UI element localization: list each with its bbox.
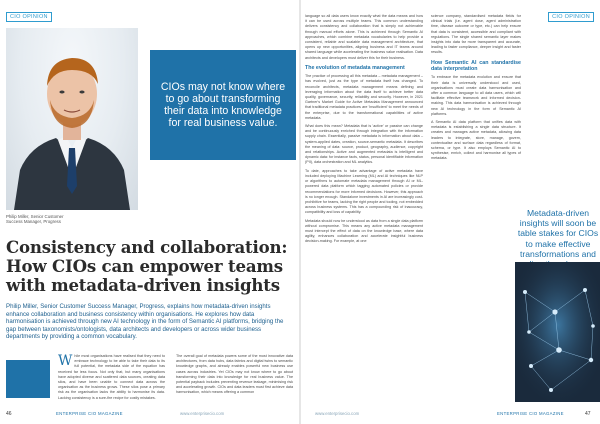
right-column-2-para-2: To embrace the metadata evolution and ensure that their data is universally understood and used, organisations must create data harmonisation and offer a common language to all data users, which will facilitate effective teamwork and informed decision-making. This data harmonisation is achieved through new AI technology in the form of Semantic AI platforms. <box>431 75 521 116</box>
right-column-1-para-5: Metadata should now be understood as data from a single data platform without compromise. This means any active metadata management must intercept the effect of data on the knowledge base, where data agility, enhances collaboration and accelerate insightful business decision-making. For example, at one <box>305 218 423 244</box>
pull-quote-box <box>150 50 296 160</box>
author-portrait <box>6 28 138 210</box>
network-graphic <box>515 262 600 402</box>
publication-name-right: ENTERPRISE CIO MAGAZINE <box>497 411 564 416</box>
portrait-caption: Philip Miller, Senior Customer Success Manager, Progress <box>6 214 64 225</box>
footer-right <box>301 409 600 419</box>
page-number-left: 46 <box>6 411 12 417</box>
right-column-2-para-3: A Semantic AI data platform that unifies data with metadata is establishing a single data structure. It creates and manages active metadata, allowing data leaders to integrate, store, manage, govern, contextualise and surface data regardless of format, schema, or type. It also employs Semantic AI to synthesise, enrich, collect and harmonise all types of metadata. <box>431 120 521 161</box>
network-illustration <box>515 262 600 402</box>
drop-cap: W <box>58 353 73 369</box>
footer-left <box>0 409 299 419</box>
right-column-2-para-1: science company, standardised metadata fields for clinical trials (i.e. agent dose, agent administration time, disease outcome or type, etc.) can help ensure that data is consistent, accessible and compliant with regulations. The single shared semantic layer makes insights into data far more transparent and accurate, leading to faster compliance, deeper insight and faster results. <box>431 14 521 55</box>
right-column-1-para-1: language so all data users know exactly what the data means and how it can be used across multiple teams. This common understanding delivers consistency and collaboration that is simply not achievable through manual efforts alone. This is achieved through Semantic AI approaches, which combine metadata vocabularies to help provide a consistent, reliable and scalable data management architecture, that opens up new opportunities, aligning business and IT teams around shared language while accelerating the business value realisation. Data architects and developers must deliver this for their business. <box>305 14 423 60</box>
left-column-1 <box>58 354 165 401</box>
publication-name-left: ENTERPRISE CIO MAGAZINE <box>56 411 123 416</box>
section-tag-left: CIO OPINION <box>6 12 52 22</box>
article-standfirst: Philip Miller, Senior Customer Success Manager, Progress, explains how metadata-driven insights enhance collaboration and business consistency within organisations. He explores how data harmonisation is achieved through new AI technology in the form of Semantic AI platforms, bridging the gap between taxonomists/ontologists, data architects and developers or across wider business departments by providing a common vocabulary. <box>6 303 284 341</box>
left-column-2: The overall goal of metadata powers some of the most innovative data architectures, from data hubs, data fabrics and digital twins to semantic knowledge graphs, and already enables powerful new business use cases across industries. Yet CIOs may not know where to go about transforming their data into knowledge for real business value. The potential payback includes preventing revenue leakage, minimising risk and accelerating growth. CIOs and data leaders must first achieve data harmonisation, which means offering a common <box>176 354 293 395</box>
page-number-right: 47 <box>585 411 591 417</box>
article-title: Consistency and collaboration: How CIOs can empower teams with metadata-driven insights <box>6 237 288 295</box>
left-column-1-text: hile most organisations have realised that they need to embrace technology to be able to take their data to its full potential, the metadata side of the equation has received far less focus. Not only that, but many organisations have adopted diverse and scattered data sources, creating data silos, and have been unable to connect data across the organisation as the business grows. These silos pose a primary risk as the organisation lacks the ability to harmonise its data. Lacking consistency is a sure-fire recipe for costly mistakes. <box>58 354 165 400</box>
subheading-semantic-ai: How Semantic AI can standardise data interpretation <box>431 59 521 73</box>
right-column-1-para-2: The practice of processing all this metadata – metadata management – has evolved, just as the type of metadata itself has changed. To reconcile architects, metadata management means defining and leveraging information about the data itself to achieve better data quality, governance, security, reliability and security. However, in 2021 Gartner's Market Guide for Active Metadata Management announced that traditional metadata practices are 'insufficient' to meet the needs of the enterprise, due to the transformational capabilities of active metadata. <box>305 74 423 120</box>
highlight-quote: Metadata-driven insights will soon be table stakes for CIOs to make effective transformations and <box>517 208 599 259</box>
right-column-1 <box>305 14 423 248</box>
right-column-1-para-4: To date, approaches to take advantage of active metadata have included deploying Machine Learning (ML) and AI techniques like NLP or algorithms to automate metadata management through AI or ML-powered data platform which tagging automated policies or provide recommendations for more informed decisions. However, this approach is no longer enough. Standalone investments in AI are increasingly cost-prohibitive for teams, lacking the right people and tooling, not embedded across business systems. This has a compounding risk of inaccuracy, compatibility and loss of capability. <box>305 168 423 215</box>
right-page <box>301 0 600 424</box>
decorative-blue-bar <box>6 360 50 398</box>
section-tag-right: CIO OPINION <box>548 12 594 22</box>
portrait-illustration <box>6 28 138 210</box>
pull-quote-text: CIOs may not know where to go about transforming their data into knowledge for real business value. <box>160 80 286 130</box>
website-url-right: www.enterprisecio.com <box>315 411 360 416</box>
right-column-1-para-3: What does this mean? Metadata that is 'active' or passive can change and be continuously enriched through integration with the information supply chain. Essentially, passive metadata is information about data – system-applied dates, creation, source-semantic metadata. It describes the meaning of data: source, product, geography, audience, copyright and relationships. Active and augmented metadata is intelligent and dynamic data: for instance facts, status, personal identifiable information (PII), data orchestration and ML analytics. <box>305 124 423 165</box>
website-url-left: www.enterprisecio.com <box>180 411 225 416</box>
right-column-2 <box>431 14 521 165</box>
left-page <box>0 0 299 424</box>
subheading-metadata-evolution: The evolution of metadata management <box>305 64 405 71</box>
